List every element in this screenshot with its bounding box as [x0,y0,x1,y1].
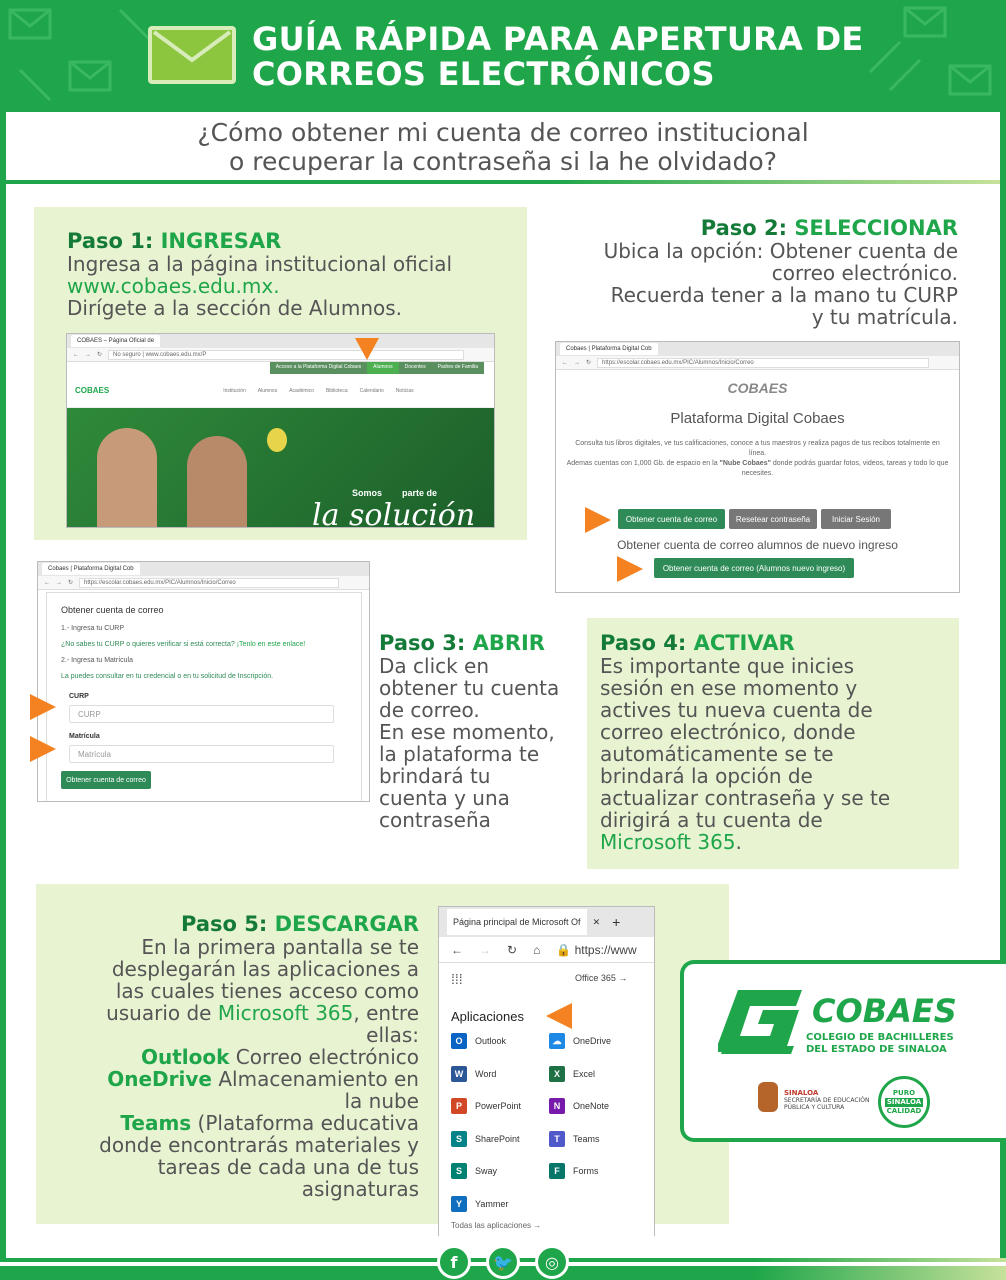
subtitle-line-2: o recuperar la contraseña si la he olvidado? [229,147,777,176]
back-icon[interactable]: ← [44,579,50,586]
header [0,0,1006,112]
browser-tab[interactable]: COBAES – Página Oficial de [71,335,160,347]
step3-text: Paso 3: ABRIR Da click en obtener tu cuenta de correo. En ese momento, la plataforma te brindará tu cuenta y una contraseña [379,631,584,831]
login-button[interactable]: Iniciar Sesión [821,509,891,529]
step1-line-3: Dirígete a la sección de Alumnos. [67,296,403,320]
app-label: Teams [573,1133,600,1144]
new-students-heading: Obtener cuenta de correo alumnos de nuevo ingreso [617,538,898,552]
step1-heading: Paso 1: INGRESAR [67,229,282,253]
forward-icon[interactable]: → [574,359,580,366]
step5-heading: Paso 5: DESCARGAR [181,912,419,936]
submit-email-button[interactable]: Obtener cuenta de correo [61,771,151,789]
teams-icon: T [549,1131,565,1147]
subtitle [6,118,1000,176]
lightbulb-icon [267,428,287,452]
title-line-1: GUÍA RÁPIDA PARA APERTURA DE [252,20,864,58]
page-title [252,22,864,92]
step4-text: Paso 4: ACTIVAR Es importante que inicies sesión en ese momento y actives tu nueva cuenta de correo electrónico, donde automáticamente se te brindará la opción de actualizar contraseña y se te dirigirá a tu cuenta de Microsoft 365. [600,631,952,853]
envelope-icon [148,26,236,84]
browser-tab[interactable]: Página principal de Microsoft Of [447,909,587,935]
step2-heading: Paso 2: SELECCIONAR [700,216,958,240]
menu-institucion[interactable]: Institución [223,387,246,394]
sharepoint-icon: S [451,1131,467,1147]
close-tab-icon[interactable]: ✕ [592,916,601,927]
cobaes-emblem-icon [718,986,806,1060]
onedrive-icon: ☁ [549,1033,565,1049]
reload-icon[interactable]: ↻ [586,360,592,366]
step3-browser [37,561,370,802]
reset-password-button[interactable]: Resetear contraseña [729,509,817,529]
address-bar[interactable]: 🔒 https://www [556,942,637,957]
office365-link[interactable]: Office 365 → [575,973,628,983]
address-bar[interactable]: https://escolar.cobaes.edu.mx/PIC/Alumnos/Inicio/Correo [597,358,929,368]
matricula-label: Matrícula [69,733,100,740]
step2-browser [555,341,960,593]
student-photo-2 [187,436,247,528]
reload-icon[interactable]: ↻ [68,580,74,586]
frame-left [0,112,6,1258]
app-label: Outlook [475,1036,507,1046]
all-apps-link[interactable]: Todas las aplicaciones → [451,1221,542,1230]
email-form: Obtener cuenta de correo 1.- Ingresa tu CURP ¿No sabes tu CURP o quieres verificar si está correcta? ¡Tenlo en este enlace! 2.- Ingresa tu Matrícula La puedes consultar en tu credencial o en tu solicitud de Inscripción. CURP CURP Matrícula Matrícula Obtener cuenta de correo [46,592,362,802]
app-sharepoint[interactable] [451,1131,520,1147]
app-label: Yammer [475,1198,509,1209]
app-teams[interactable] [549,1131,600,1147]
form-title: Obtener cuenta de correo [61,605,164,615]
app-sway[interactable] [451,1163,497,1179]
menu-calendario[interactable]: Calendario [359,387,384,394]
back-icon[interactable]: ← [73,351,79,358]
app-yammer[interactable] [451,1196,508,1212]
cobaes-site-link[interactable]: www.cobaes.edu.mx. [67,274,280,298]
app-onedrive[interactable] [549,1033,611,1049]
reload-icon[interactable]: ↻ [97,352,103,358]
forward-icon[interactable]: → [479,942,491,957]
app-label: OneDrive [573,1036,612,1046]
twitter-icon[interactable]: 🐦 [486,1245,520,1279]
app-excel[interactable] [549,1066,595,1082]
forward-icon[interactable]: → [85,351,91,358]
app-label: OneNote [573,1101,610,1111]
get-email-button[interactable]: Obtener cuenta de correo [618,509,725,529]
app-onenote[interactable] [549,1098,609,1114]
instagram-icon[interactable]: ◎ [535,1245,569,1279]
step5-text: Paso 5: DESCARGAR En la primera pantalla se te desplegarán las aplicaciones a las cuales tienes acceso como usuario de Microsoft 365, entre ellas: Outlook Correo electrónico OneDrive Almacenamiento en la nube Teams (Plataforma educativa donde encontrarás materiales y tareas de cada una de tus asignaturas [46,912,419,1200]
topnav-platform[interactable]: Acceso a la Plataforma Digital Cobaes [270,362,367,374]
app-word[interactable] [451,1066,496,1082]
step3-heading: Paso 3: ABRIR [379,631,545,655]
subtitle-line-1: ¿Cómo obtener mi cuenta de correo institucional [197,118,809,147]
platform-heading: Plataforma Digital Cobaes [670,410,845,427]
app-label: Word [475,1068,497,1079]
arrow-curp [30,694,56,720]
hero-banner: Somos parte de la solución [67,408,494,528]
top-nav [67,362,494,374]
facebook-icon[interactable]: f [437,1245,471,1279]
arrow-get-email [585,507,611,533]
home-icon[interactable]: ⌂ [533,942,541,957]
sinaloa-text: SINALOA SECRETARÍA DE EDUCACIÓN PÚBLICA Y CULTURA [784,1089,870,1111]
app-label: Excel [573,1068,596,1079]
cobaes-logo-small: COBAES [75,386,110,395]
app-label: Forms [573,1166,599,1176]
puro-sinaloa-seal: PURO SINALOA CALIDAD [878,1076,930,1128]
step4-heading: Paso 4: ACTIVAR [600,631,795,655]
app-launcher-icon[interactable]: ⁞⁞⁞ [451,971,463,987]
sinaloa-shield-icon [758,1082,778,1112]
back-icon[interactable]: ← [451,942,463,957]
menu-biblioteca[interactable]: Biblioteca [325,387,348,394]
topnav-padres[interactable]: Padres de Familia [432,362,484,374]
app-powerpoint[interactable] [451,1098,521,1114]
curp-help-link[interactable]: ¿No sabes tu CURP o quieres verificar si está correcta? ¡Tenlo en este enlace! [61,641,306,648]
step1-line-1: Ingresa a la página institucional oficial [67,252,453,276]
curp-label: CURP [69,693,89,700]
matricula-input[interactable]: Matrícula [69,745,334,763]
step2-text: Paso 2: SELECCIONAR Ubica la opción: Obtener cuenta de correo electrónico. Recuerda tener a la mano tu CURP y tu matrícula. [540,216,958,328]
app-forms[interactable] [549,1163,599,1179]
cobaes-wordmark: COBAES [812,992,957,1030]
student-photo-1 [97,428,157,528]
arrow-apps [546,1003,572,1029]
sway-icon: S [451,1163,467,1179]
forms-icon: F [549,1163,565,1179]
arrow-matricula [30,736,56,762]
app-label: SharePoint [475,1133,520,1144]
menu-academico[interactable]: Académico [289,387,314,394]
browser-tab[interactable]: Cobaes | Plataforma Digital Cob [42,563,140,575]
topnav-docentes[interactable]: Docentes [399,362,432,374]
step1-browser [66,333,495,528]
topnav-alumnos[interactable]: Alumnos [367,362,398,374]
step1-text [67,229,452,319]
site-menu [67,374,494,408]
reload-icon[interactable]: ↻ [507,942,518,957]
app-label: Sway [475,1166,498,1176]
address-bar[interactable]: https://escolar.cobaes.edu.mx/PIC/Alumnos/Inicio/Correo [79,578,339,588]
yammer-icon: Y [451,1196,467,1212]
onenote-icon: N [549,1098,565,1114]
title-line-2: CORREOS ELECTRÓNICOS [252,55,715,93]
cobaes-logo: COBAES [727,380,788,396]
powerpoint-icon: P [451,1098,467,1114]
app-outlook[interactable] [451,1033,506,1049]
apps-title: Aplicaciones [451,1009,524,1024]
step5-browser [438,906,655,1236]
new-tab-icon[interactable]: + [612,914,621,930]
app-label: PowerPoint [475,1101,522,1111]
menu-noticias[interactable]: Noticias [395,387,414,394]
platform-description: Consulta tus libros digitales, ve tus calificaciones, conoce a tus maestros y realiza pagos de tus recibos totalmente en línea. Ademas cuentas con 1,000 Gb. de espacio en la "Nube Cobaes" donde podrás guardar fotos, videos, tareas y todo lo que necesites. [566,440,949,477]
outlook-icon: O [451,1033,467,1049]
cobaes-logo-card: COBAES COLEGIO DE BACHILLERES DEL ESTADO DE SINALOA SINALOA SECRETARÍA DE EDUCACIÓN PÚBLICA Y CULTURA PURO SINALOA CALIDAD [680,960,1006,1142]
forward-icon[interactable]: → [56,579,62,586]
get-email-new-students-button[interactable]: Obtener cuenta de correo (Alumnos nuevo ingreso) [654,558,854,578]
menu-alumnos[interactable]: Alumnos [257,387,278,394]
word-icon: W [451,1066,467,1082]
arrow-new-students [617,556,643,582]
browser-tab[interactable]: Cobaes | Plataforma Digital Cob [560,343,658,355]
excel-icon: X [549,1066,565,1082]
subtitle-divider [6,180,1000,184]
arrow-alumnos [355,338,379,360]
back-icon[interactable]: ← [562,359,568,366]
address-bar[interactable]: No seguro | www.cobaes.edu.mx/P [108,350,464,360]
curp-input[interactable]: CURP [69,705,334,723]
